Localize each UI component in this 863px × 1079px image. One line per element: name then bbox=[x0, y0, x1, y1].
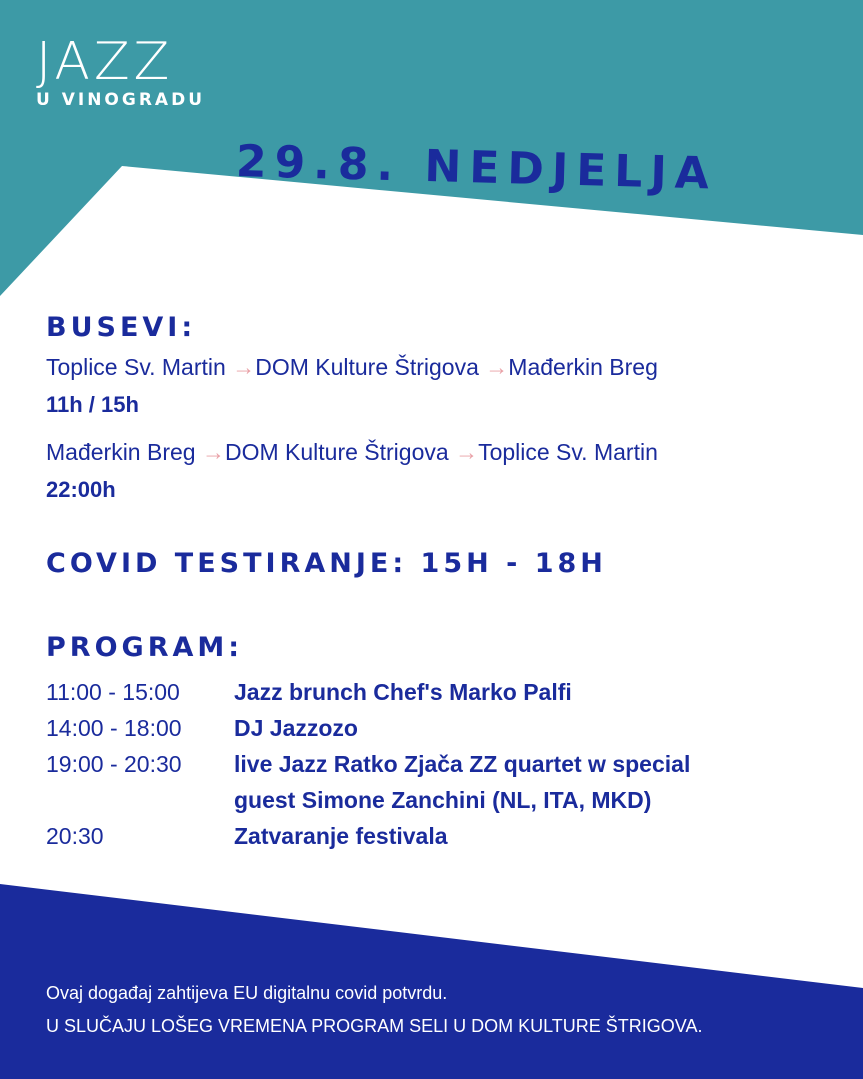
navy-footer-shape bbox=[0, 884, 863, 1079]
program-event: guest Simone Zanchini (NL, ITA, MKD) bbox=[234, 787, 652, 813]
bus-route-1-times: 11h / 15h bbox=[46, 392, 139, 417]
busevi-heading: BUSEVI: bbox=[46, 312, 197, 343]
route-stop: DOM Kulture Štrigova bbox=[224, 439, 449, 465]
arrow-right-icon: → bbox=[485, 354, 509, 380]
program-time: 11:00 - 15:00 bbox=[46, 679, 180, 705]
route-stop: Mađerkin Breg bbox=[46, 439, 196, 465]
arrow-right-icon: → bbox=[201, 439, 225, 465]
covid-heading: COVID TESTIRANJE: 15H - 18H bbox=[46, 548, 607, 579]
arrow-right-icon: → bbox=[232, 354, 256, 380]
bus-route-2-times: 22:00h bbox=[46, 477, 116, 502]
program-time: 20:30 bbox=[46, 823, 104, 849]
date-title: 29.8. NEDJELJA bbox=[235, 136, 718, 200]
program-event: DJ Jazzozo bbox=[234, 715, 358, 741]
program-time: 19:00 - 20:30 bbox=[46, 751, 182, 777]
bus-route-1 bbox=[46, 356, 658, 379]
footer-covid-notice: Ovaj događaj zahtijeva EU digitalnu covid potvrdu. bbox=[46, 983, 448, 1003]
program-event: Jazz brunch Chef's Marko Palfi bbox=[234, 679, 572, 705]
arrow-right-icon: → bbox=[455, 439, 479, 465]
route-stop: Toplice Sv. Martin bbox=[46, 354, 226, 380]
route-stop: DOM Kulture Štrigova bbox=[255, 354, 479, 380]
program-event: Zatvaranje festivala bbox=[234, 823, 448, 849]
logo-jazz: JAZZ bbox=[36, 32, 174, 92]
footer-weather-notice: U SLUČAJU LOŠEG VREMENA PROGRAM SELI U DOM KULTURE ŠTRIGOVA. bbox=[46, 1016, 703, 1036]
logo-subtitle: U VINOGRADU bbox=[36, 90, 205, 110]
bus-route-2 bbox=[46, 441, 658, 464]
route-stop: Mađerkin Breg bbox=[508, 354, 658, 380]
program-event: live Jazz Ratko Zjača ZZ quartet w special bbox=[234, 751, 691, 777]
program-heading: PROGRAM: bbox=[46, 632, 244, 663]
program-time: 14:00 - 18:00 bbox=[46, 715, 182, 741]
route-stop: Toplice Sv. Martin bbox=[478, 439, 658, 465]
